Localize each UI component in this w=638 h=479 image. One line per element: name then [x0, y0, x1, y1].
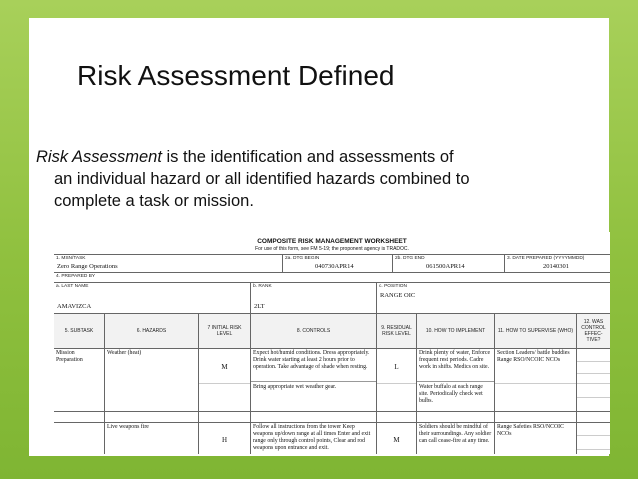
row-supervise: Section Leaders/ battle buddies Range RSO/NCOIC NCOs	[497, 350, 570, 363]
dtg-begin-cell	[282, 255, 392, 272]
date-prepared-cell	[504, 255, 610, 272]
risk-worksheet-image	[54, 232, 610, 454]
dtg-end-label: 2b. DTG END	[395, 256, 425, 261]
col-initial-risk: 7 INITIAL RISK LEVEL	[198, 314, 250, 348]
date-prepared-value: 20140301	[543, 263, 569, 270]
table-row	[54, 348, 610, 411]
table-row-spacer	[54, 411, 610, 422]
last-name-cell	[54, 283, 250, 313]
worksheet-row-names	[54, 282, 610, 313]
row-controls-b: Bring appropriate wet weather gear.	[253, 384, 337, 390]
row-initial-risk: H	[221, 436, 228, 444]
col-residual-risk: 9. RESIDUAL RISK LEVEL	[376, 314, 416, 348]
date-prepared-label: 3. DATE PREPARED (YYYYMMDD)	[507, 256, 585, 261]
definition-line-1	[36, 146, 608, 168]
dtg-begin-label: 2a. DTG BEGIN	[285, 256, 320, 261]
definition-paragraph	[36, 146, 608, 212]
col-hazards: 6. HAZARDS	[104, 314, 198, 348]
slide-title: Risk Assessment Defined	[77, 60, 395, 91]
col-controls: 8. CONTROLS	[250, 314, 376, 348]
col-how-implement: 10. HOW TO IMPLEMENT	[416, 314, 494, 348]
col-subtask: 5. SUBTASK	[64, 328, 94, 334]
row-implement-a: Soldiers should be mindful of their surroundings. Any soldier can call cease-fire at any time.	[419, 424, 492, 444]
row-hazard: Weather (heat)	[107, 350, 142, 356]
col-how-supervise: 11. HOW TO SUPERVISE (WHO)	[494, 314, 576, 348]
prepared-by-label: 4. PREPARED BY	[56, 274, 96, 279]
row-residual-risk: M	[393, 436, 400, 444]
dtg-begin-value: 040730APR14	[315, 263, 354, 270]
definition-term: Risk Assessment	[36, 148, 162, 166]
definition-line-3: complete a task or mission.	[54, 192, 254, 210]
definition-line-2: an individual hazard or all identified hazards combined to	[54, 170, 470, 188]
row-implement-a: Drink plenty of water, Enforce frequent rest periods. Cadre work in shifts. Medics on site.	[419, 350, 491, 370]
row-subtask	[54, 423, 104, 425]
row-initial-risk: M	[221, 363, 228, 371]
rank-cell	[250, 283, 376, 313]
mission-value: Zero Range Operations	[57, 263, 118, 270]
worksheet-title: COMPOSITE RISK MANAGEMENT WORKSHEET	[257, 238, 407, 245]
row-subtask: Mission Preparation	[56, 350, 83, 363]
worksheet-column-headers	[54, 313, 610, 348]
definition-line-1-rest: is the identification and assessments of	[161, 148, 454, 166]
slide	[29, 18, 609, 456]
last-name-value: AMAVIZCA	[57, 303, 92, 310]
row-implement-b: Water buffalo at each range site. Periodically check wet bulbs.	[419, 384, 483, 404]
position-value: RANGE OIC	[380, 292, 416, 299]
last-name-label: a. LAST NAME	[56, 284, 89, 289]
table-row	[54, 422, 610, 454]
mission-cell	[54, 255, 282, 272]
position-label: c. POSITION	[379, 284, 407, 289]
row-controls-a: Follow all instructions from the tower Keep weapons up/down range at all times Enter and exit range only through control points, Clear and rod weapons upon entrance and exit.	[253, 424, 371, 451]
row-controls-a: Expect hot/humid conditions. Dress appropriately. Drink water starting at least 2 hours prior to operation. Take advantage of shade when resting.	[253, 350, 370, 370]
dtg-end-value: 061500APR14	[426, 263, 465, 270]
dtg-end-cell	[392, 255, 504, 272]
worksheet-grid	[54, 254, 610, 454]
worksheet-row-prepared-by	[54, 272, 610, 282]
rank-label: b. RANK	[253, 284, 272, 289]
worksheet-header	[54, 232, 610, 254]
col-control-effective: 12. WAS CONTROL EFFEC-TIVE?	[576, 314, 610, 348]
row-supervise: Range Safeties RSO/NCOIC NCOs	[497, 424, 564, 437]
row-residual-risk: L	[394, 363, 399, 371]
mission-label: 1. MSN/TASK	[56, 256, 86, 261]
worksheet-subtitle: For use of this form, see FM 5-19; the proponent agency is TRADOC.	[255, 246, 409, 252]
rank-value: 2LT	[254, 303, 265, 310]
position-cell	[376, 283, 610, 313]
worksheet-row-mission	[54, 254, 610, 272]
row-hazard: Live weapons fire	[107, 424, 149, 430]
